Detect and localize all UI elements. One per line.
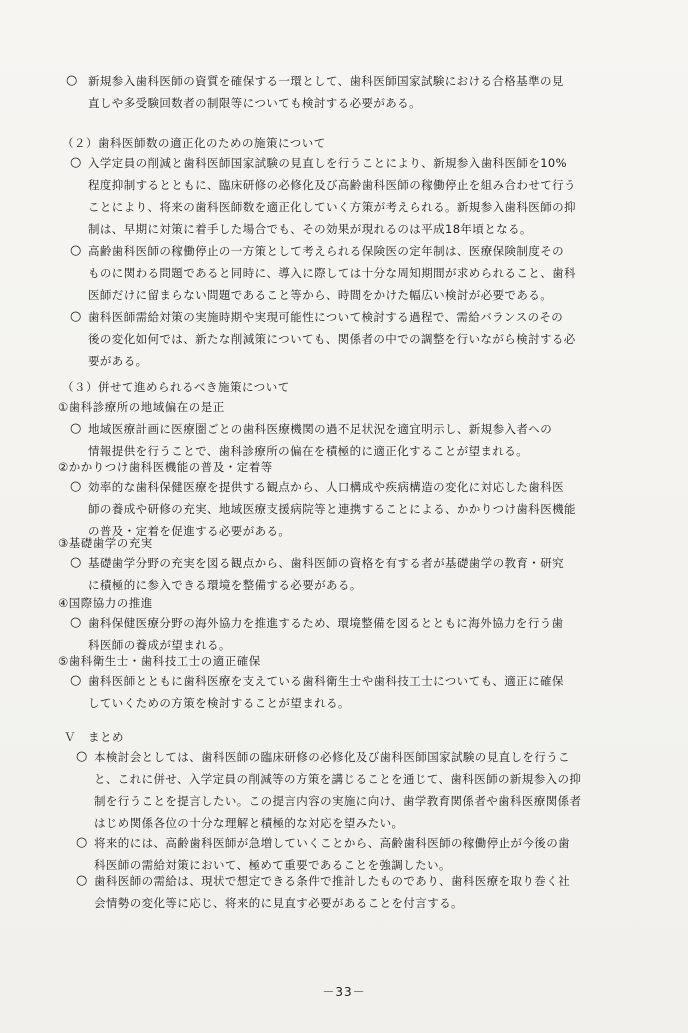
subsection-title: ⑤歯科衛生士・歯科技工士の適正確保 bbox=[58, 654, 261, 668]
bullet-icon: ○ bbox=[76, 749, 88, 764]
text-line: ものに関わる問題であると同時に、導入に際しては十分な周知期間が求められること、歯科 bbox=[88, 266, 576, 280]
section-2-item-1 bbox=[88, 152, 576, 240]
paragraph-top bbox=[88, 70, 564, 114]
text-line: 将来的には、高齢歯科医師が急増していくことから、高齢歯科医師の稼働停止が今後の歯 bbox=[94, 836, 570, 850]
text-line: 高齢歯科医師の稼働停止の一方策として考えられる保険医の定年制は、医療保険制度その bbox=[88, 244, 564, 258]
bullet-icon: ○ bbox=[70, 555, 82, 570]
text-line: 歯科医師の需給は、現状で想定できる条件で推計したものであり、歯科医療を取り巻く社 bbox=[94, 874, 570, 888]
bullet-icon: ○ bbox=[70, 673, 82, 688]
section-5-item-3 bbox=[94, 870, 570, 914]
text-line: 会情勢の変化等に応じ、将来的に見直す必要があることを付言する。 bbox=[94, 896, 463, 910]
page-number: －33－ bbox=[322, 985, 366, 999]
bullet-icon: ○ bbox=[70, 615, 82, 630]
text-line: 医師だけに留まらない問題であること等から、時間をかけた幅広い検討が必要である。 bbox=[88, 288, 553, 302]
text-line: 本検討会としては、歯科医師の臨床研修の必修化及び歯科医師国家試験の見直しを行うこ bbox=[94, 750, 570, 764]
text-line: と、これに併せ、入学定員の削減等の方策を講じることを通じて、歯科医師の新規参入の抑 bbox=[94, 772, 582, 786]
text-line: の普及・定着を促進する必要がある。 bbox=[88, 524, 291, 538]
section-2-item-3 bbox=[88, 306, 576, 372]
bullet-icon: ○ bbox=[70, 243, 82, 258]
bullet-icon: ○ bbox=[70, 155, 82, 170]
text-line: 程度抑制するとともに、臨床研修の必修化及び高齢歯科医師の稼働停止を組み合わせて行う bbox=[88, 178, 576, 192]
text-line: 効率的な歯科保健医療を提供する観点から、人口構成や疾病構造の変化に対応した歯科医 bbox=[88, 480, 564, 494]
text-line: 科医師の需給対策において、極めて重要であることを強調したい。 bbox=[94, 858, 451, 872]
text-line: していくための方策を検討することが望まれる。 bbox=[88, 696, 350, 710]
bullet-icon: ○ bbox=[76, 873, 88, 888]
text-line: はじめ関係各位の十分な理解と積極的な対応を望みたい。 bbox=[94, 816, 404, 830]
text-line: 歯科保健医療分野の海外協力を推進するため、環境整備を図るとともに海外協力を行う歯 bbox=[88, 616, 564, 630]
text-line: 師の養成や研修の充実、地域医療支援病院等と連携することによる、かかりつけ歯科医機能 bbox=[88, 502, 576, 516]
text-line: 歯科医師とともに歯科医療を支えている歯科衛生士や歯科技工士についても、適正に確保 bbox=[88, 674, 564, 688]
subsection-title: ④国際協力の推進 bbox=[58, 596, 153, 610]
text-line: 科医師の養成が望まれる。 bbox=[88, 638, 231, 652]
bullet-icon: ○ bbox=[70, 479, 82, 494]
text-line: 制は、早期に対策に着手した場合でも、その効果が現れるのは平成18年頃となる。 bbox=[88, 222, 532, 236]
section-5-heading: Ｖ まとめ bbox=[64, 730, 124, 744]
section-2-item-2 bbox=[88, 240, 576, 306]
bullet-icon: ○ bbox=[70, 309, 82, 324]
text-line: 後の変化如何では、新たな削減策についても、関係者の中での調整を行いながら検討する必 bbox=[88, 332, 576, 346]
subsection-body bbox=[88, 476, 576, 542]
text-line: 歯科医師需給対策の実施時期や実現可能性について検討する過程で、需給バランスのその bbox=[88, 310, 564, 324]
subsection-body bbox=[88, 552, 564, 596]
text-line: 入学定員の削減と歯科医師国家試験の見直しを行うことにより、新規参入歯科医師を10% bbox=[88, 156, 567, 170]
text-line: 要がある。 bbox=[88, 354, 148, 368]
text-line: ことにより、将来の歯科医師数を適正化していく方策が考えられる。新規参入歯科医師の抑 bbox=[88, 200, 576, 214]
bullet-icon: ○ bbox=[76, 835, 88, 850]
text-line: 情報提供を行うことで、歯科診療所の偏在を積極的に適正化することが望まれる。 bbox=[88, 444, 529, 458]
subsection-title: ③基礎歯学の充実 bbox=[58, 536, 153, 550]
text-line: に積極的に参入できる環境を整備する必要がある。 bbox=[88, 578, 362, 592]
bullet-icon: ○ bbox=[66, 73, 78, 88]
section-5-item-1 bbox=[94, 746, 581, 834]
text-line: 制を行うことを提言したい。この提言内容の実施に向け、歯学教育関係者や歯科医療関係者 bbox=[94, 794, 582, 808]
section-3-heading: （３）併せて進められるべき施策について bbox=[62, 380, 290, 394]
subsection-body bbox=[88, 670, 564, 714]
subsection-title: ①歯科診療所の地域偏在の是正 bbox=[58, 400, 225, 414]
text-line: 直しや多受験回数者の制限等についても検討する必要がある。 bbox=[88, 96, 421, 110]
text-line: 新規参入歯科医師の資質を確保する一環として、歯科医師国家試験における合格基準の見 bbox=[88, 74, 564, 88]
text-line: 地域医療計画に医療圏ごとの歯科医療機関の過不足状況を適宜明示し、新規参入者への bbox=[88, 422, 553, 436]
subsection-title: ②かかりつけ歯科医機能の普及・定着等 bbox=[58, 460, 273, 474]
text-line: 基礎歯学分野の充実を図る観点から、歯科医師の資格を有する者が基礎歯学の教育・研究 bbox=[88, 556, 564, 570]
bullet-icon: ○ bbox=[70, 421, 82, 436]
section-2-heading: （２）歯科医師数の適正化のための施策について bbox=[62, 136, 326, 150]
